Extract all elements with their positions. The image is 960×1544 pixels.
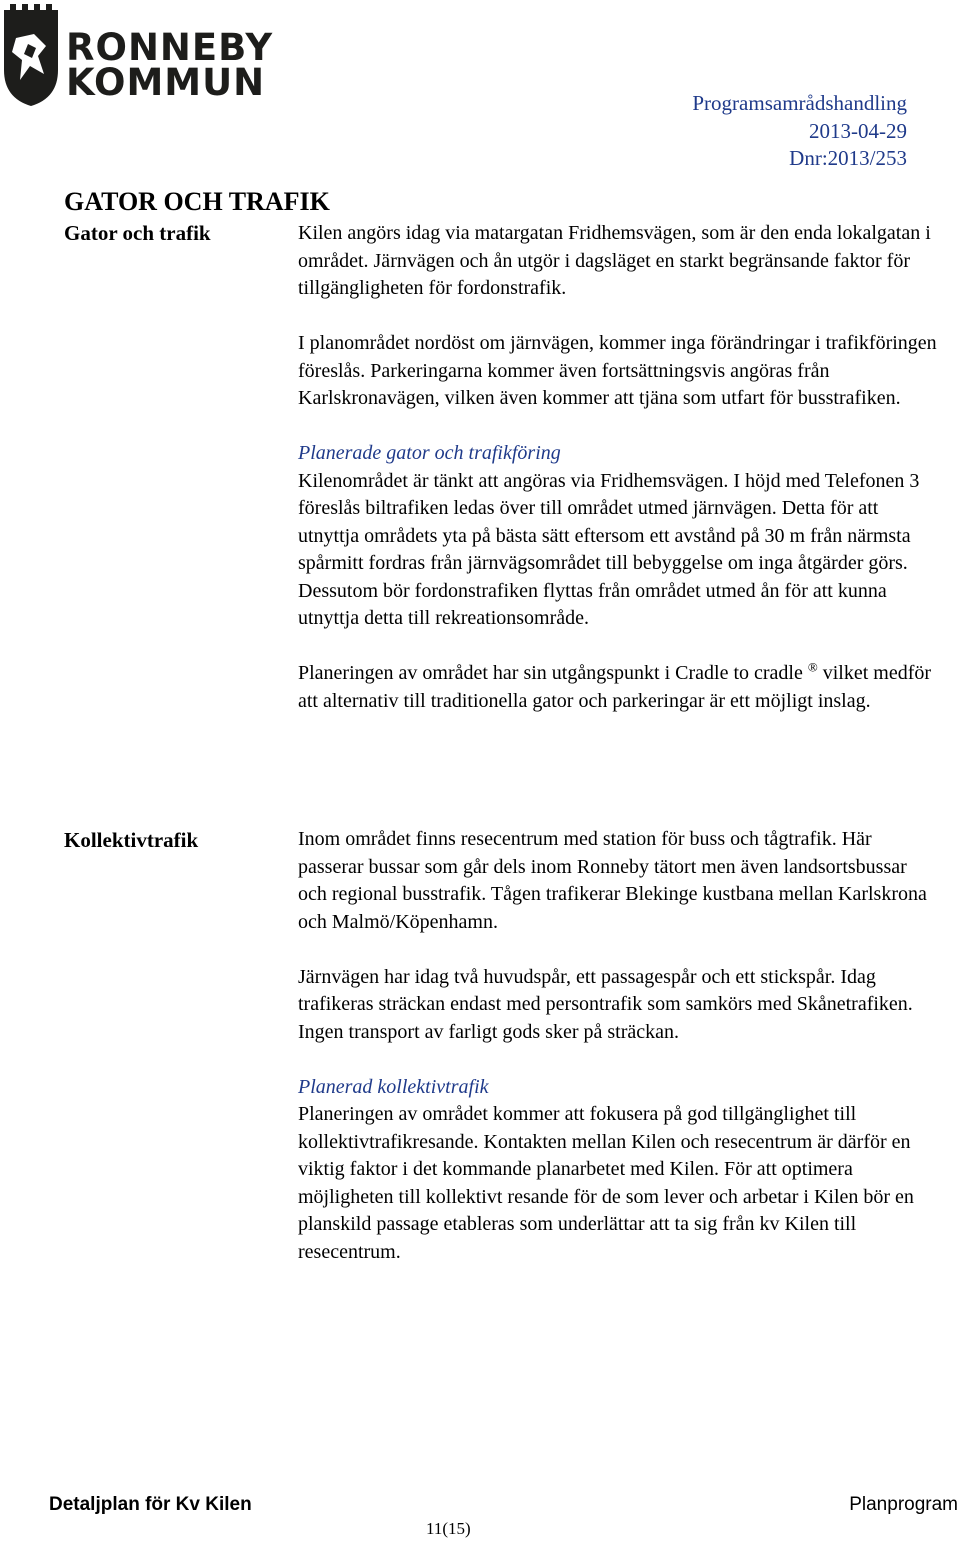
kollektiv-subheading: Planerad kollektivtrafik: [298, 1075, 489, 1098]
gator-paragraph-1: Kilen angörs idag via matargatan Fridhemsvägen, som är den enda lokalgatan i området. Järnvägen och ån utgör i dagsläget en starkt begränsande faktor för tillgängligheten för fordonstrafik.: [298, 222, 931, 299]
registered-mark: ®: [807, 659, 818, 675]
kollektiv-body: [298, 826, 938, 1294]
gator-paragraph-4-start: Planeringen av området har sin utgångspunkt i Cradle to cradle: [298, 662, 803, 684]
coat-of-arms-icon: [0, 0, 62, 108]
doc-type: Programsamrådshandling: [692, 91, 907, 115]
footer-title: Detaljplan för Kv Kilen: [49, 1494, 252, 1515]
doc-dnr: Dnr:2013/253: [789, 146, 907, 170]
kollektiv-paragraph-3: Planeringen av området kommer att fokusera på god tillgänglighet till kollektivtrafikresande. Kontakten mellan Kilen och resecentrum är därför en viktig faktor i det kommande planarbetet med Kilen. För att optimera möjligheten till kollektivt resande för de som lever och arbetar i Kilen bör en planskild passage etableras som underlättar att ta sig från kv Kilen till resecentrum.: [298, 1103, 914, 1263]
gator-body: [298, 220, 938, 743]
gator-paragraph-4: [298, 660, 938, 715]
ronneby-kommun-logo: [0, 0, 290, 110]
kollektiv-paragraph-2: Järnvägen har idag två huvudspår, ett passagespår och ett stickspår. Idag trafikeras sträckan endast med persontrafik som samkörs med Skånetrafiken. Ingen transport av farligt gods sker på sträckan.: [298, 965, 913, 1043]
doc-date: 2013-04-29: [809, 118, 907, 143]
kollektiv-label: Kollektivtrafik: [64, 828, 199, 852]
gator-paragraph-2: I planområdet nordöst om järnvägen, kommer inga förändringar i trafikföringen föreslås. Parkeringarna kommer även fortsättningsvis angöras från Karlskronavägen, vilken även kommer att tjäna som utfart för busstrafiken.: [298, 332, 937, 409]
footer-doc-type: Planprogram: [849, 1494, 958, 1515]
page-number: 11(15): [426, 1519, 471, 1538]
gator-label: Gator och trafik: [64, 221, 211, 245]
gator-subheading: Planerade gator och trafikföring: [298, 442, 561, 464]
gator-paragraph-3: Kilenområdet är tänkt att angöras via Fridhemsvägen. I höjd med Telefonen 3 föreslås biltrafiken ledas över till området utmed järnvägen. Detta för att utnyttja områdets yta på bästa sätt eftersom ett avstånd på 30 m från närmsta spårmitt fordras från järnvägsområdet till bebyggelse om inga åtgärder görs. Dessutom bör fordonstrafiken flyttas från området utmed ån för att kunna utnyttja detta till rekreationsområde.: [298, 469, 920, 629]
kollektiv-paragraph-1: Inom området finns resecentrum med station för buss och tågtrafik. Här passerar bussar som går dels inom Ronneby tätort men även landsortsbussar och regional busstrafik. Tågen trafikerar Blekinge kustbana mellan Karlskrona och Malmö/Köpenhamn.: [298, 828, 927, 933]
section-title: GATOR OCH TRAFIK: [64, 187, 330, 216]
gator-paragraph-4-end: vilket medför att alternativ till traditionella gator och parkeringar är ett möjligt inslag.: [298, 662, 932, 712]
logo-line-2: KOMMUN: [66, 61, 266, 104]
logo-line-1: RONNEBY: [66, 26, 274, 69]
document-meta: [692, 90, 907, 173]
